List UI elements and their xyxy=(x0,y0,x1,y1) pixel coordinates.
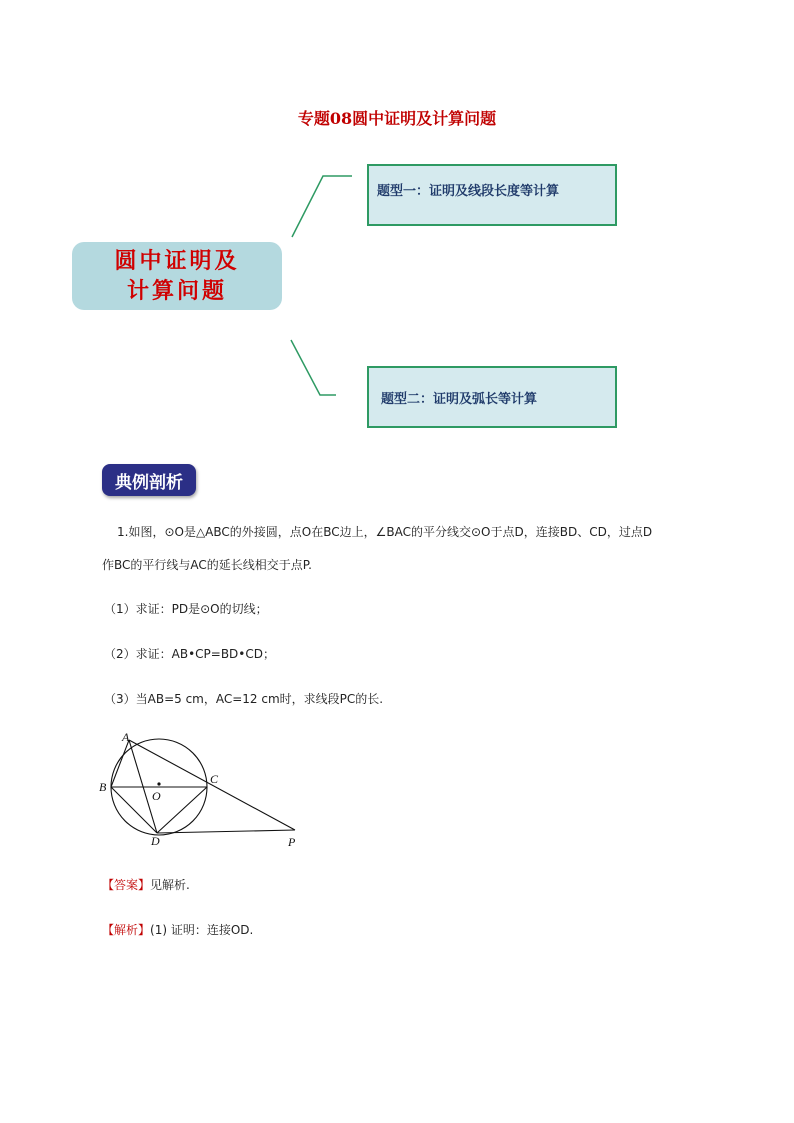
analysis-tag: 【解析】 xyxy=(102,923,151,937)
main-topic-line1: 圆中证明及 xyxy=(114,248,240,274)
label-o: O xyxy=(152,789,161,803)
main-topic-line2: 计算问题 xyxy=(126,278,227,304)
question-3: （3）当AB=5 cm，AC=12 cm时，求线段PC的长. xyxy=(104,692,384,706)
segment-cd xyxy=(157,787,207,833)
geometry-figure xyxy=(95,727,315,855)
answer-line xyxy=(102,876,190,893)
label-p: P xyxy=(288,835,296,849)
document-title: 专题08圆中证明及计算问题 xyxy=(297,109,497,128)
center-point xyxy=(157,782,160,785)
problem-stem-line1: 1.如图，⊙O是△ABC的外接圆，点O在BC边上，∠BAC的平分线交⊙O于点D，连接BD、CD，过点D xyxy=(117,525,653,539)
mindmap-type2-box xyxy=(367,366,617,428)
mindmap-main-topic xyxy=(72,242,282,310)
problem-stem-line2: 作BC的平行线与AC的延长线相交于点P. xyxy=(102,558,312,572)
label-b: B xyxy=(99,780,107,794)
answer-text: 见解析. xyxy=(150,878,190,892)
segment-ab xyxy=(111,740,129,787)
analysis-text: (1) 证明：连接OD. xyxy=(150,923,254,937)
question-1: （1）求证：PD是⊙O的切线； xyxy=(104,602,268,616)
label-d: D xyxy=(151,834,160,848)
analysis-line xyxy=(102,921,253,938)
question-2: （2）求证：AB•CP=BD•CD； xyxy=(104,647,275,661)
type2-label: 题型二：证明及弧长等计算 xyxy=(381,392,538,407)
mindmap-type1-box xyxy=(367,164,617,226)
label-a: A xyxy=(122,730,130,744)
section-badge: 典例剖析 xyxy=(102,464,196,496)
answer-tag: 【答案】 xyxy=(102,878,151,892)
type1-label: 题型一：证明及线段长度等计算 xyxy=(377,184,560,199)
label-c: C xyxy=(210,772,219,786)
